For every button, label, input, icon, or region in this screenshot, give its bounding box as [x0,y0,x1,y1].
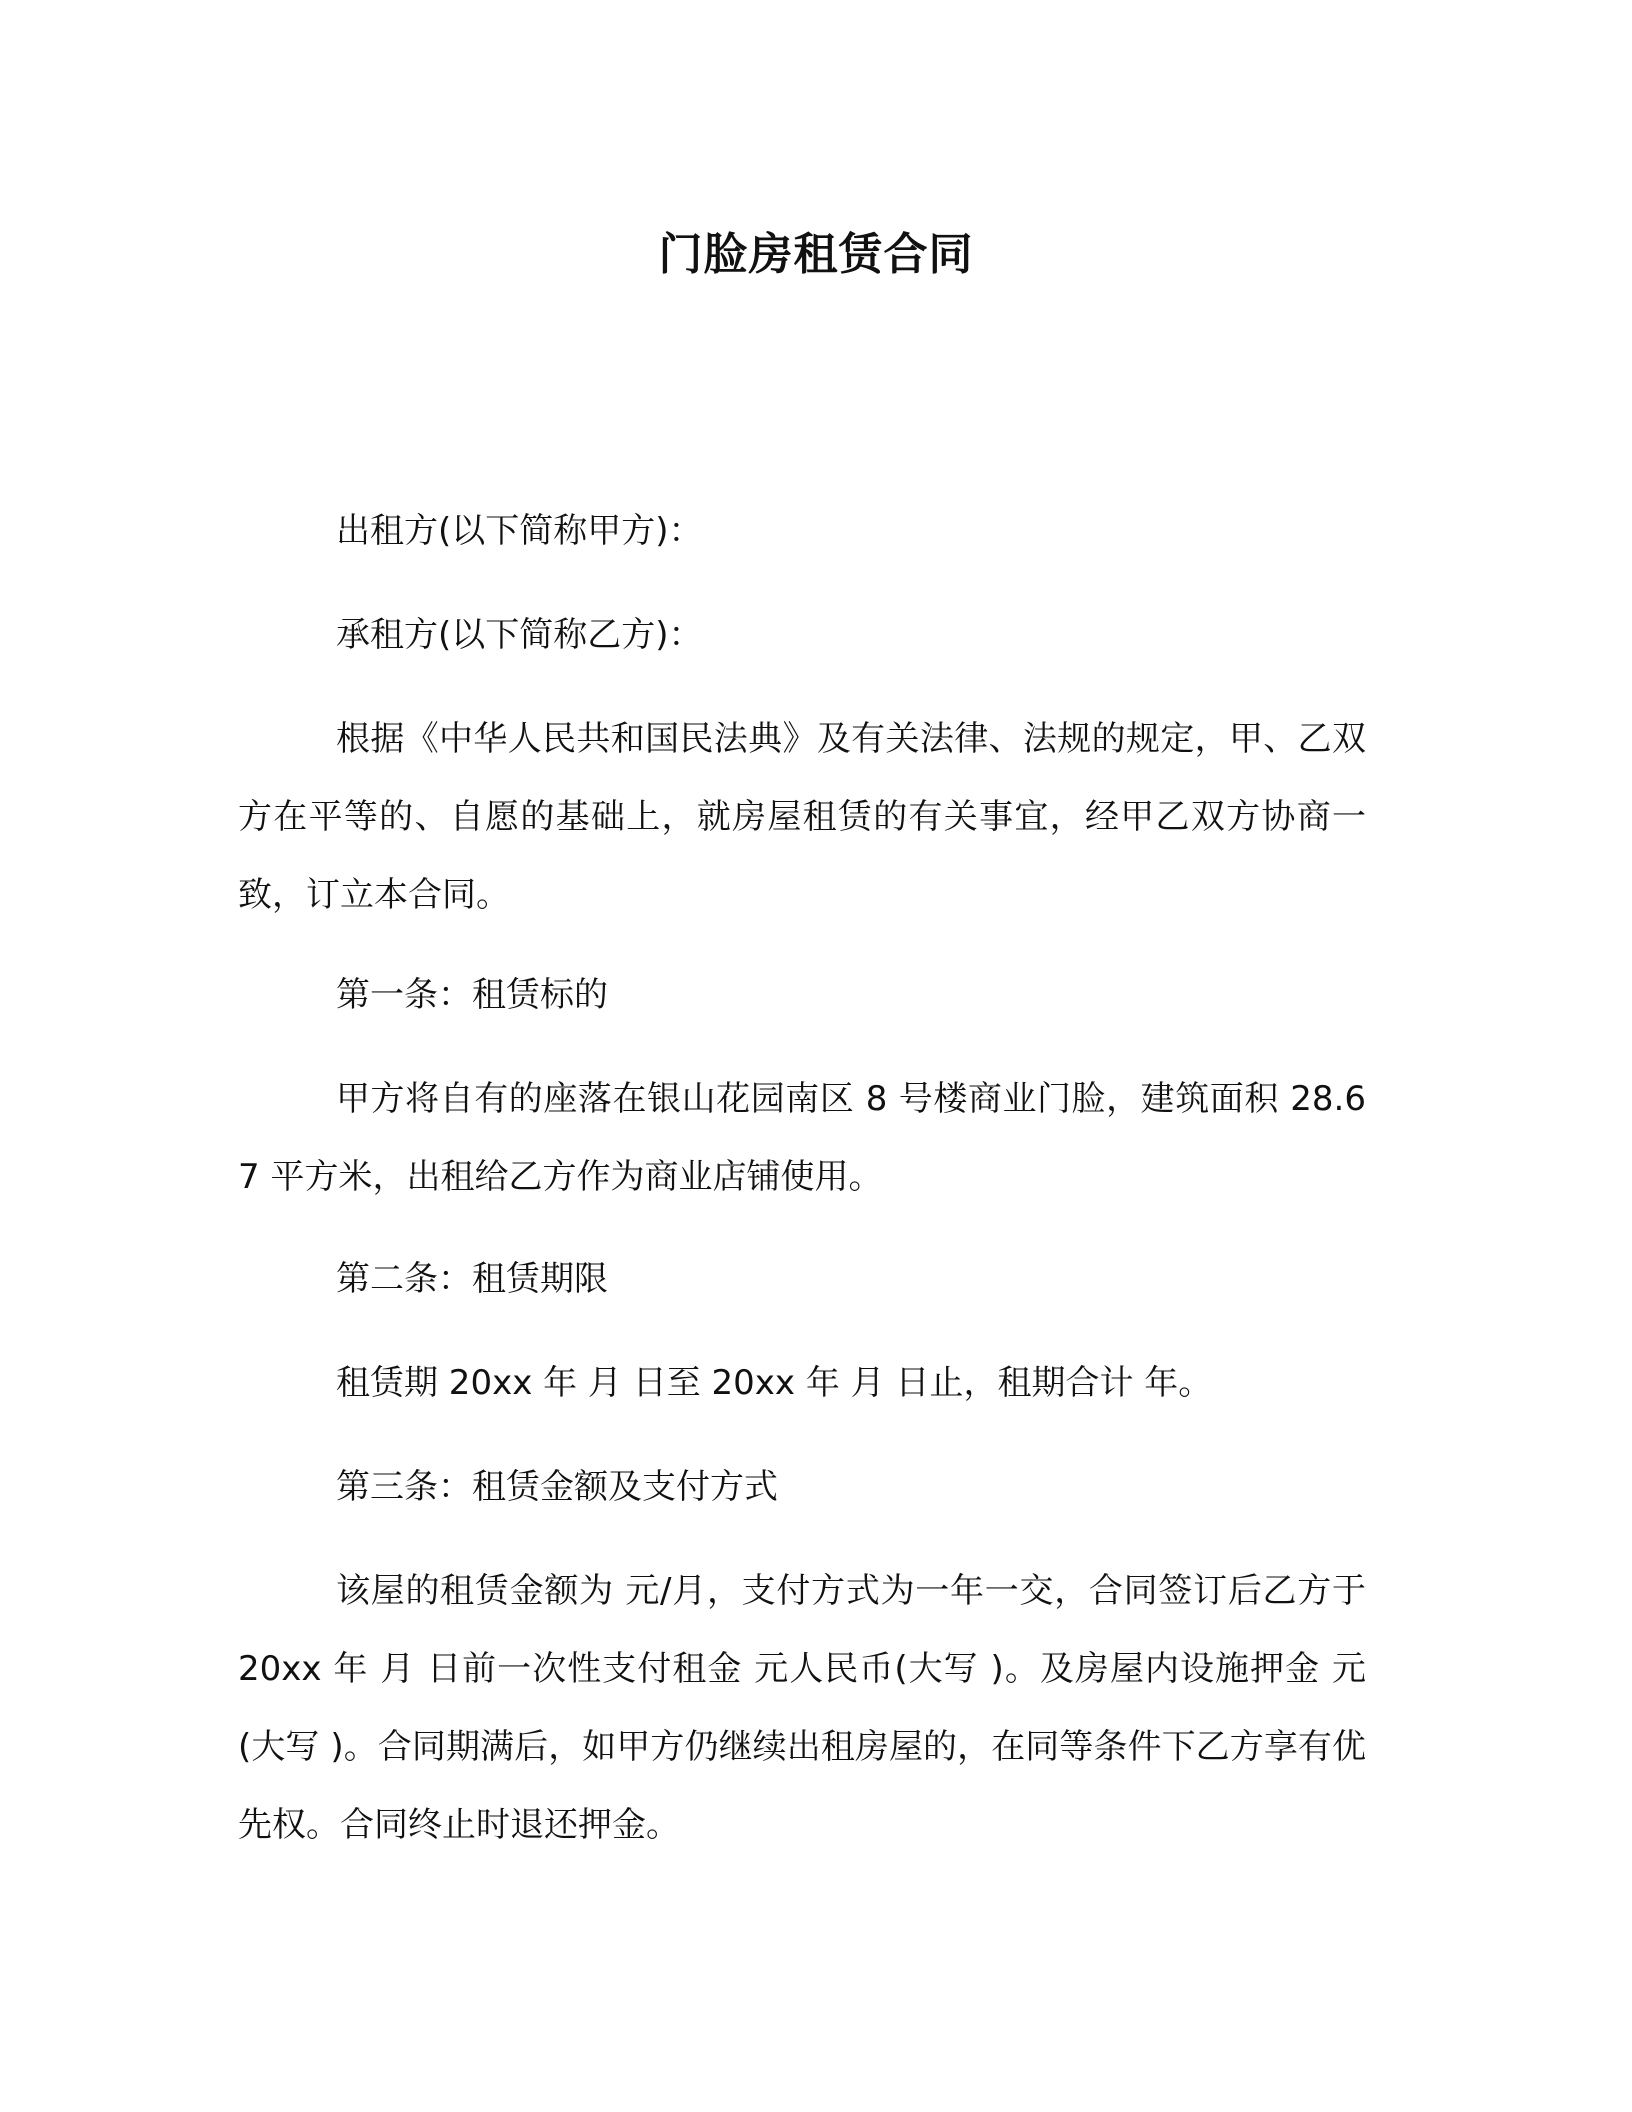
article-3-heading: 第三条：租赁金额及支付方式 [336,1467,778,1507]
article-1-paragraph: 甲方将自有的座落在银山花园南区 8 号楼商业门脸，建筑面积 28.67 平方米，出租给乙方作为商业店铺使用。 [238,1079,1366,1197]
document-title: 门脸房租赁合同 [658,229,974,280]
lessor-line: 出租方(以下简称甲方)： [336,511,703,551]
preamble-paragraph: 根据《中华人民共和国民法典》及有关法律、法规的规定，甲、乙双方在平等的、自愿的基础上，就房屋租赁的有关事宜，经甲乙双方协商一致，订立本合同。 [238,719,1366,915]
article-3-paragraph: 该屋的租赁金额为 元/月，支付方式为一年一交，合同签订后乙方于 20xx 年 月 日前一次性支付租金 元人民币(大写 )。及房屋内设施押金 元(大写 )。合同期满后，如甲方仍继续出租房屋的，在同等条件下乙方享有优先权。合同终止时退还押金。 [238,1571,1366,1845]
article-2-paragraph: 租赁期 20xx 年 月 日至 20xx 年 月 日止，租期合计 年。 [336,1363,1213,1403]
article-1-heading: 第一条：租赁标的 [336,975,608,1015]
article-2-heading: 第二条：租赁期限 [336,1259,608,1299]
lessee-line: 承租方(以下简称乙方)： [336,615,703,655]
